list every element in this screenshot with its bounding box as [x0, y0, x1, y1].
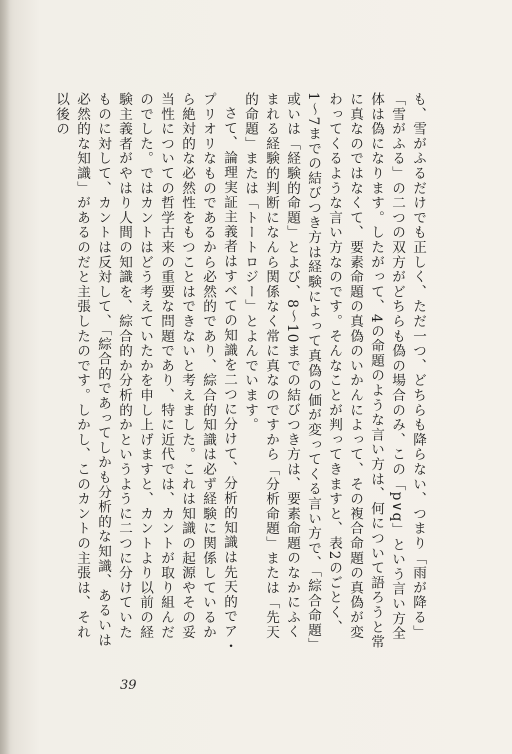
spine-shadow — [0, 0, 10, 754]
paragraph-1: も、雪がふるだけでも正しく、ただ一つ、どちらも降らない、つまり「雨が降る」「雪がふる」の二つの双方がどちらも偽の場合のみ、この「p∨q」という言い方全体は偽になります。したがって、4の命題のような言い方は、何について語ろうと常に真なのではなくて、要素命題の真偽のいかんによって、その複合命題の真偽が変わってくるような言い方なのです。そんなことが判ってきますと、表2のごとく、1〜7までの結びつき方は経験によって真偽の価が変ってくる言い方で、「綜合命題」或いは「経験的命題」とよび、8〜10までの結びつき方は、要素命題のなかにふくまれる経験的判断になんら関係なく常に真なのですから「分析命題」または「先天的命題」または「トートロジー」とよんでいます。 — [242, 92, 426, 653]
paragraph-2: さて、論理実証主義者はすべての知識を二つに分けて、分析的知識は先天的でア・プリオリなものであるから必然的であり、綜合的知識は必ず経験に関係しているから絶対的な必然性をもつことはできないと考えました。これは知識の起源やその妥当性についての哲学古来の重要な問題であり、特に近代では、カントが取り組んだのでした。ではカントはどう考えていたかを申し上げますと、カントより以前の経験主義者がやはり人間の知識を、綜合的か分析的かというように二つに分けていたものに対して、カントは反対して、「綜合的であってしかも分析的な知識、あるいは必然的な知識」があるのだと主張したのです。しかし、このカントの主張は、それ以後の — [53, 92, 237, 654]
page-number: 39 — [120, 678, 137, 693]
vertical-text-block — [53, 92, 428, 654]
